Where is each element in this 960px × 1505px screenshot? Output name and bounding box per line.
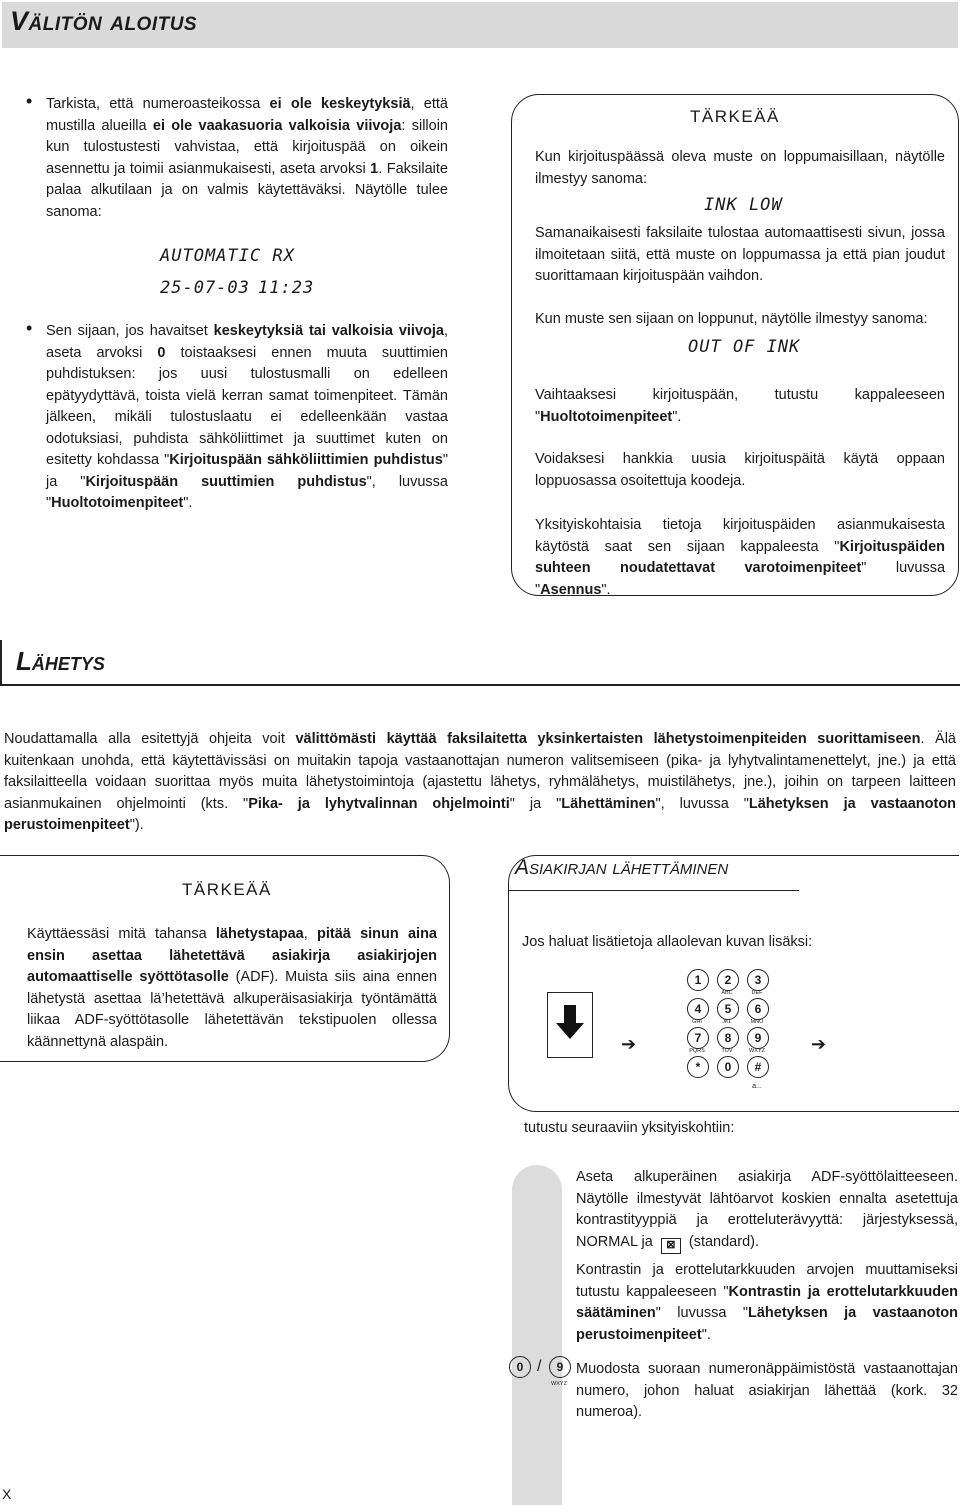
key-letters: MNO [750,1019,764,1025]
section-title: Lähetys [16,646,105,676]
key-letters: PQRS [689,1048,705,1054]
display-message-automatic-rx: AUTOMATIC RX [160,246,295,266]
step-side-bar [512,1165,562,1505]
steps-intro: tutustu seuraaviin yksityiskohtiin: [524,1120,735,1136]
page-header-bar [2,2,958,48]
key-letters: WXYZ [749,1048,765,1054]
send-intro: Jos haluat lisätietoja allaolevan kuvan lisäksi: [522,934,813,950]
page-title: Välitön aloitus [10,6,198,36]
paragraph-clean-nozzles: Sen sijaan, jos havaitset keskeytyksiä tai valkoisia viivoja, aseta arvoksi 0 toistaaksesi ennen muuta suuttimien puhdistuksen: jos uusi tulostusmalli on edelleen epätyydyttävä, toista vielä kerran samat toimenpiteet. Tämän jälkeen, mikäli tulostuslaatu ei edelleenkään vastaa odotuksiasi, puhdista sähköliittimet ja suuttimet kuten on esitetty kohdassa "Kirjoituspään sähköliittimien puhdistus" ja "Kirjoituspään suuttimien puhdistus", luvussa "Huoltotoimenpiteet". [46,323,449,511]
numeric-keypad [687,969,787,1094]
key-star-icon: * [687,1056,709,1078]
key-0-icon: 0 [509,1356,531,1378]
step1-text: Aseta alkuperäinen asiakirja ADF-syöttölaitteeseen. Näytölle ilmestyvät lähtöarvot koskien ennalta asetettuja kontrastityyppiä ja erotteluterävyyttä: järjestyksessä, NORMAL ja ⊠ (standard). [576,1167,958,1254]
note-out-of-ink-intro: Kun muste sen sijaan on loppunut, näytölle ilmestyy sanoma: [535,311,928,327]
key-6-icon: 6 [747,998,769,1020]
note-ink-low-intro: Kun kirjoituspäässä oleva muste on loppumaisillaan, näytölle ilmestyy sanoma: [535,149,945,187]
separator-slash: / [537,1358,542,1375]
note-adf-text: Käyttäessäsi mitä tahansa lähetystapaa, pitää sinun aina ensin asettaa lähetettävä asiakirja asiakirjojen automaattiselle syöttötasolle (ADF). Muista siis aina ennen lähetystä asettaa lä’hetettävä alkuperäisasiakirja työntämättä liikaa ADF-syöttötasolle lähetettävän tekstipuolen ollessa käännettynä alaspäin. [27,926,438,1050]
key-0-icon: 0 [717,1056,739,1078]
key-3-icon: 3 [747,969,769,991]
note-order-heads: Voidaksesi hankkia uusia kirjoituspäitä käytä oppaan loppuosassa osoitettuja koodeja. [535,451,945,489]
key-4-icon: 4 [687,998,709,1020]
key-letters: JKL [722,1019,732,1025]
step1-contrast-text: Kontrastin ja erottelutarkkuuden arvojen muuttamiseksi tutustu kappaleeseen "Kontrastin ja erottelutarkkuuden säätäminen" luvussa "Lähetyksen ja vastaanoton perustoimenpiteet". [576,1262,958,1343]
key-hash-icon: # [747,1056,769,1078]
send-title: Asiakirjan lähettäminen [515,856,729,879]
key-letters: DEF [751,990,763,996]
key-2-icon: 2 [717,969,739,991]
send-document-box [508,855,959,1112]
important-note-box-adf [0,855,450,1062]
note-title: TÄRKEÄÄ [690,107,780,126]
display-message-out-of-ink: OUT OF INK [688,337,801,357]
title-underline [509,890,799,891]
section-header-sending [0,640,960,686]
arrow-right-icon: ➔ [621,1034,637,1054]
paper-feed-icon [547,992,593,1058]
key-9-icon: 9 [747,1027,769,1049]
key-7-icon: 7 [687,1027,709,1049]
key-5-icon: 5 [717,998,739,1020]
note-precautions: Yksityiskohtaisia tietoja kirjoituspäiden asianmukaisesta käytöstä saat sen sijaan kappaleesta "Kirjoituspäiden suhteen noudatettavat varotoimenpiteet" luvussa "Asennus". [535,517,946,598]
key-letters: ABC [721,990,733,996]
note-title: TÄRKEÄÄ [182,880,272,899]
key-8-icon: 8 [717,1027,739,1049]
arrow-right-icon: ➔ [811,1034,827,1054]
important-note-box-ink [511,94,959,596]
bullet-1: • [26,91,33,111]
key-9-icon: 9 [549,1356,571,1378]
key-1-icon: 1 [687,969,709,991]
standard-resolution-icon: ⊠ [661,1238,681,1254]
paragraph-sending-intro: Noudattamalla alla esitettyjä ohjeita voit välittömästi käyttää faksilaitetta yksinkertaisten lähetystoimenpiteiden suorittamiseen. Älä kuitenkaan unohda, että käytettävissäsi on muitakin tapoja vastaanottajan numeron valitsemiseen (pika- ja lyhytvalintamenettelyt, jne.) ja että faksilaitteella voidaan suorittaa myös muita lähetystoimintoja (ajastettu lähetys, ryhmälähetys, muistilähetys, jne.), joihin on tarpeen laitteen asianmukainen ohjelmointi (kts. "Pika- ja lyhytvalinnan ohjelmointi" ja "Lähettäminen", luvussa "Lähetyksen ja vastaanoton perustoimenpiteet"). [4,731,957,833]
key-letters: GHI [692,1019,702,1025]
note-replace-head: Vaihtaaksesi kirjoituspään, tutustu kappaleeseen "Huoltotoimenpiteet". [535,387,945,425]
key-9-letters: WXYZ [551,1381,567,1387]
keypad-footer: a... [752,1083,762,1090]
bullet-2: • [26,318,33,338]
page-number: X [2,1486,12,1502]
note-ink-low-detail: Samanaikaisesti faksilaite tulostaa automaattisesti sivun, jossa ilmoitetaan siitä, että muste on loppumassa ja että pian joudut suorittamaan kirjoituspään vaihdon. [535,225,945,284]
paragraph-check-test: Tarkista, että numeroasteikossa ei ole keskeytyksiä, että mustilla alueilla ei ole vaakasuoria valkoisia viivoja: silloin kun tulostustesti vahvistaa, että kirjoituspää on oikein asennettu ja toimii asianmukaisesti, aseta arvoksi 1. Faksilaite palaa alkutilaan ja on valmis käytettäväksi. Näytölle tulee sanoma: [46,96,448,220]
step2-text: Muodosta suoraan numeronäppäimistöstä vastaanottajan numero, johon haluat asiakirjan lähettää (kork. 32 numeroa). [576,1361,958,1420]
display-date: 25-07-03 [160,278,250,298]
key-letters: TUV [721,1048,733,1054]
display-message-ink-low: INK LOW [704,195,783,215]
display-time: 11:23 [258,278,315,298]
